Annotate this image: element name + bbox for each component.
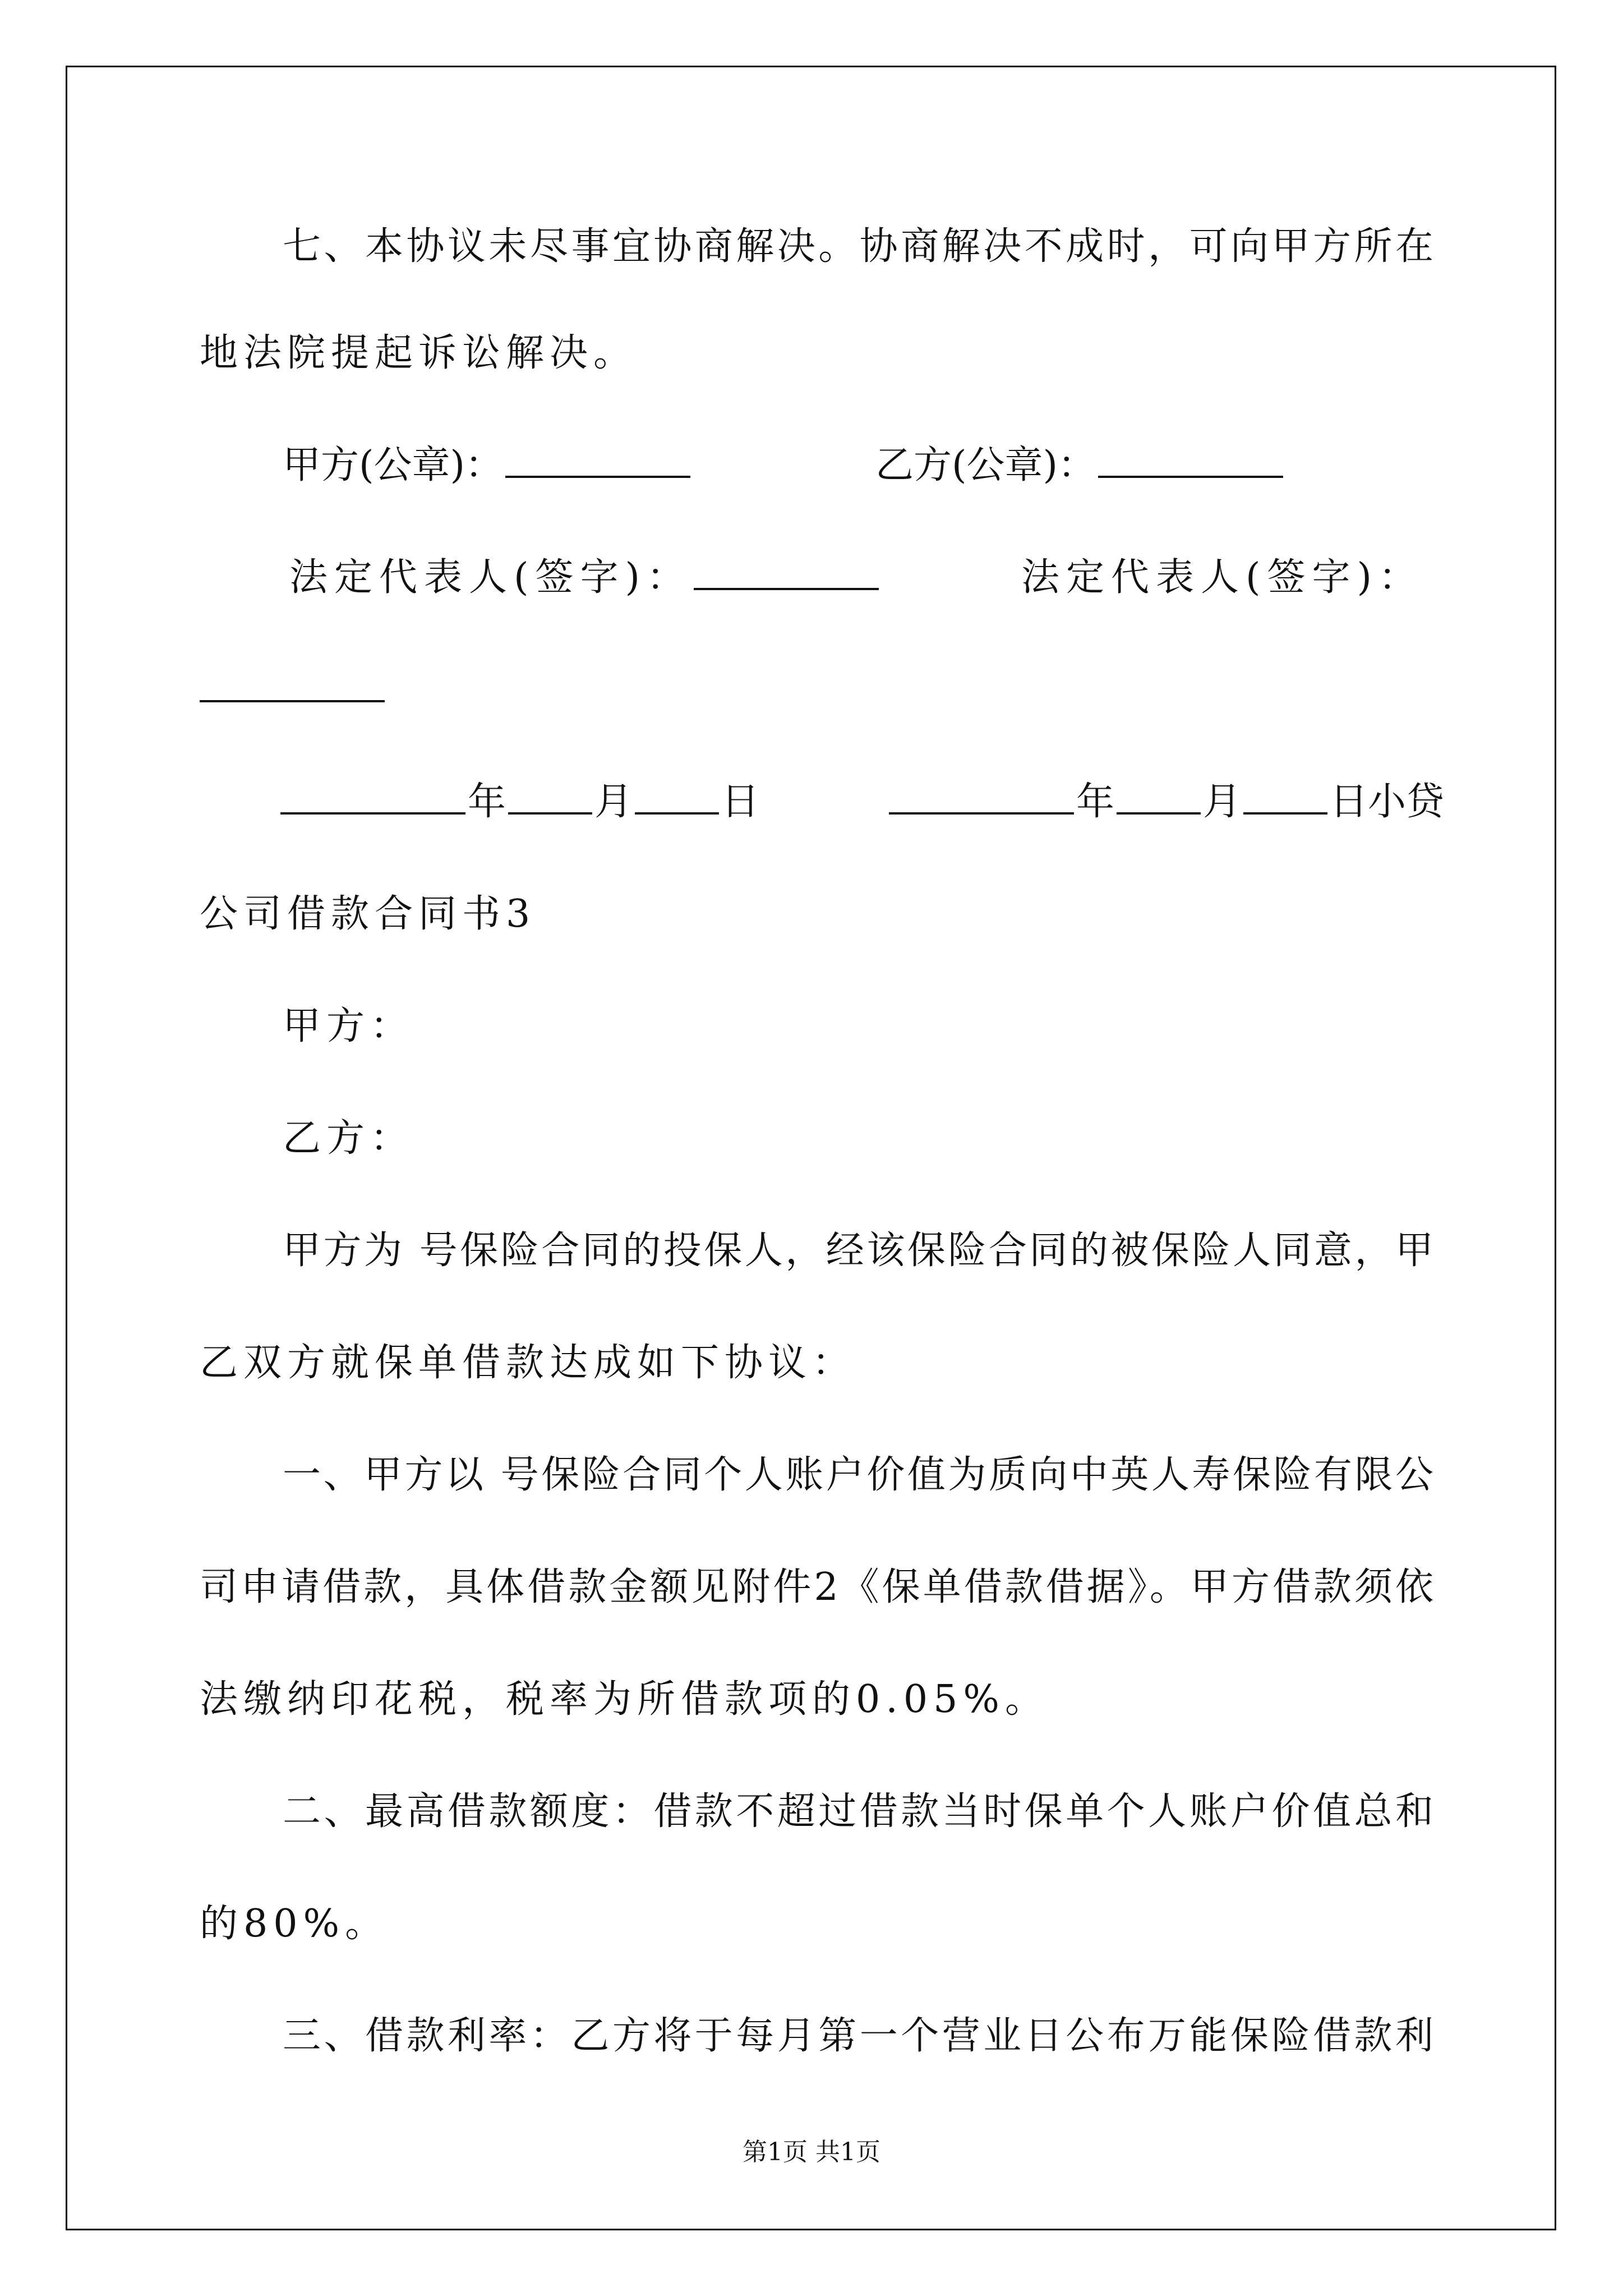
- date-a-year-blank: [280, 773, 465, 815]
- date-b-year-blank: [889, 773, 1074, 815]
- date-b-day-blank: [1243, 773, 1327, 815]
- para2-line-3: 法缴纳印花税，税率为所借款项的0.05%。: [200, 1677, 1049, 1722]
- date-a-year-label: 年: [468, 780, 506, 824]
- party-b-seal-row: [875, 432, 1285, 499]
- para2-line-2: 司申请借款，具体借款金额见附件2《保单借款借据》。甲方借款须依: [200, 1565, 1433, 1609]
- date-row-b: [887, 769, 1444, 836]
- date-b-month-blank: [1117, 773, 1201, 815]
- legal-rep-a-row: [289, 544, 881, 611]
- para3-line-1: 二、最高借款额度：借款不超过借款当时保单个人账户价值总和: [283, 1789, 1433, 1834]
- date-b-year-label: 年: [1076, 780, 1115, 824]
- date-row-a: [278, 769, 759, 836]
- date-a-month-label: 月: [594, 780, 633, 824]
- party-a-seal-row: [283, 432, 693, 499]
- legal-rep-b-row: [1021, 544, 1423, 611]
- legal-rep-b-blank-row: [200, 656, 385, 724]
- date-b-month-label: 月: [1203, 780, 1242, 824]
- contract-title: 公司借款合同书3: [200, 892, 536, 936]
- party-b-seal-label: 乙方(公章)：: [875, 443, 1096, 487]
- date-a-month-blank: [508, 773, 592, 815]
- para4-line-1: 三、借款利率：乙方将于每月第一个营业日公布万能保险借款利: [283, 2014, 1433, 2058]
- party-a-seal-label: 甲方(公章)：: [283, 443, 504, 487]
- page-footer: 第1页 共1页: [743, 2138, 880, 2166]
- legal-rep-b-blank: [200, 661, 385, 702]
- legal-rep-a-label: 法定代表人(签字)：: [289, 555, 692, 600]
- legal-rep-b-label: 法定代表人(签字)：: [1021, 555, 1424, 600]
- para3-line-2: 的80%。: [200, 1902, 389, 1946]
- party-b-label: 乙方：: [283, 1116, 414, 1161]
- party-a-seal-blank: [505, 436, 690, 478]
- party-a-label: 甲方：: [283, 1004, 414, 1048]
- date-a-day-blank: [635, 773, 719, 815]
- clause-seven-line-2: 地法院提起诉讼解决。: [200, 331, 638, 375]
- para1-line-1: 甲方为 号保险合同的投保人，经该保险合同的被保险人同意，甲: [283, 1228, 1433, 1273]
- date-b-day-label: 日小贷: [1330, 780, 1445, 824]
- party-b-seal-blank: [1098, 436, 1283, 478]
- date-a-day-label: 日: [721, 780, 760, 824]
- para2-line-1: 一、甲方以 号保险合同个人账户价值为质向中英人寿保险有限公: [283, 1453, 1433, 1497]
- para1-line-2: 乙双方就保单借款达成如下协议：: [200, 1341, 856, 1385]
- legal-rep-a-blank: [694, 549, 879, 590]
- clause-seven-line-1: 七、本协议未尽事宜协商解决。协商解决不成时，可向甲方所在: [283, 224, 1433, 269]
